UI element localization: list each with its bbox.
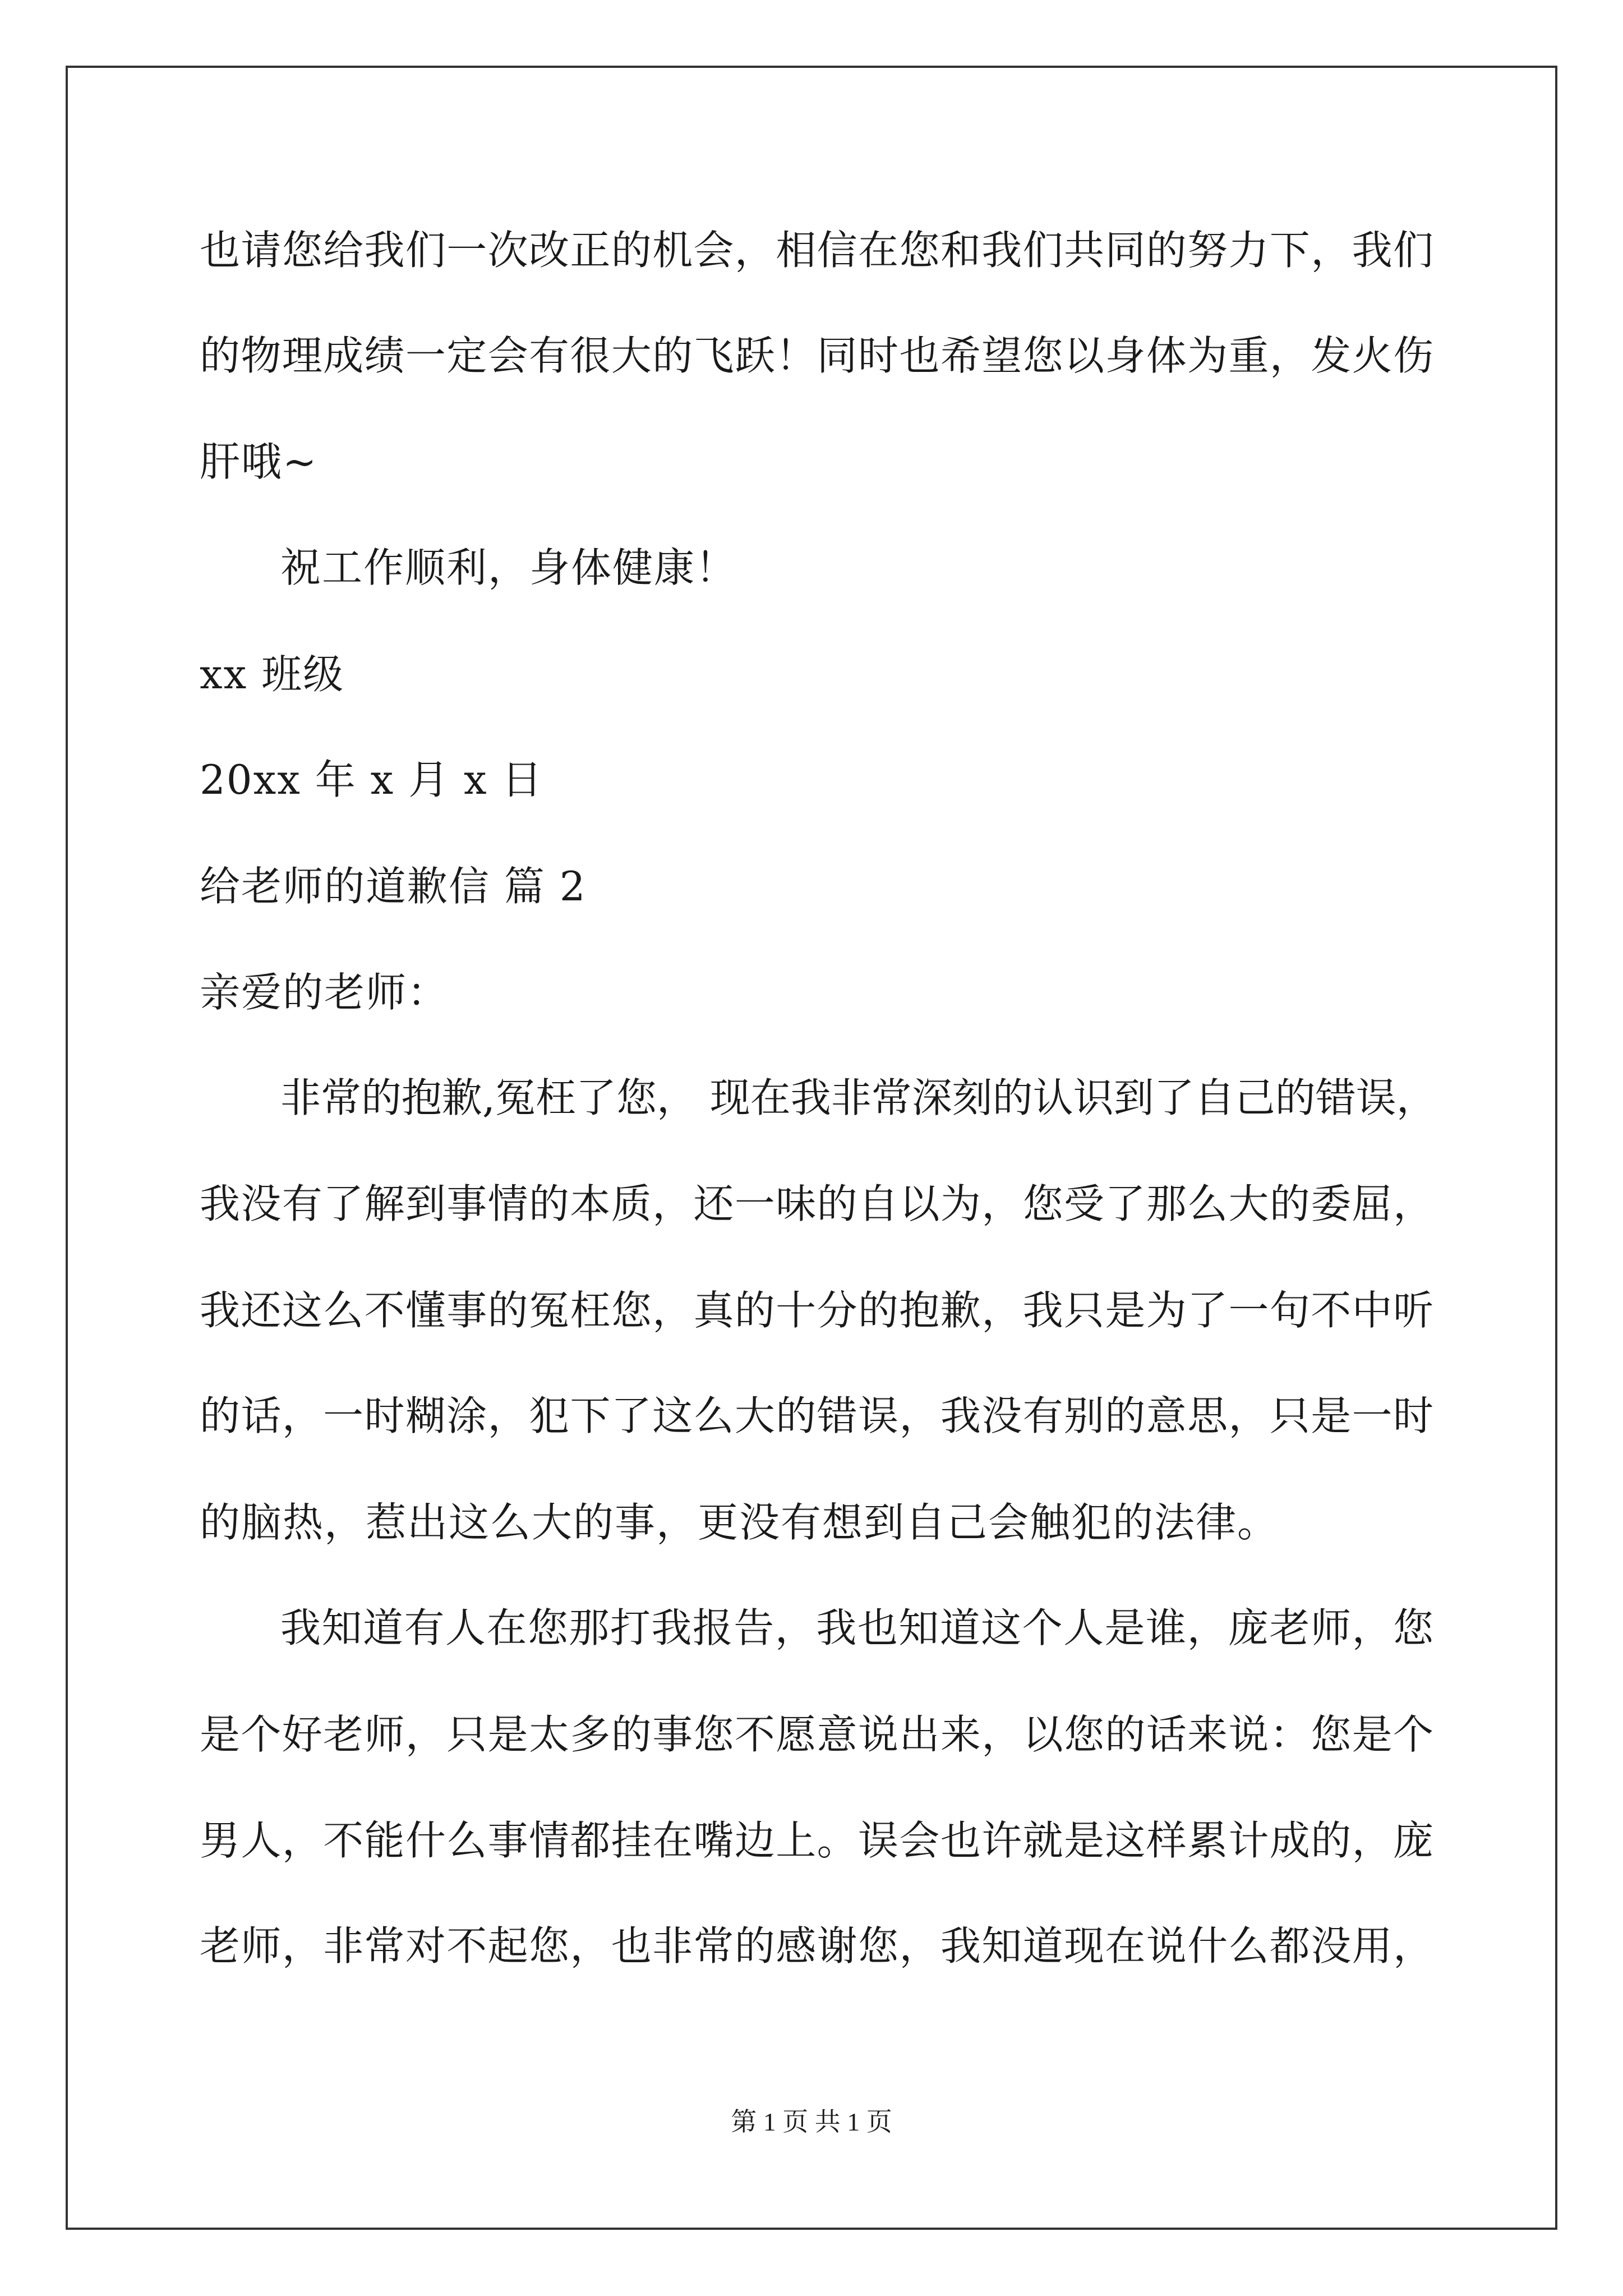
- text-line: 是个好老师，只是太多的事您不愿意说出来，以您的话来说：您是个: [200, 1711, 1433, 1758]
- letter-date: 20xx 年 x 月 x 日: [200, 756, 543, 803]
- salutation: 亲爱的老师：: [200, 969, 449, 1016]
- text-line: 的话，一时糊涂，犯下了这么大的错误，我没有别的意思，只是一时: [200, 1392, 1433, 1439]
- text-line: 我没有了解到事情的本质，还一味的自以为，您受了那么大的委屈，: [200, 1180, 1433, 1227]
- page-footer: 第 1 页 共 1 页: [731, 2108, 892, 2136]
- text-line: 肝哦~: [200, 438, 318, 485]
- text-line: 非常的抱歉,冤枉了您， 现在我非常深刻的认识到了自己的错误，: [280, 1074, 1437, 1121]
- text-line: 我知道有人在您那打我报告，我也知道这个人是谁，庞老师，您: [280, 1604, 1433, 1651]
- text-line: 我还这么不懂事的冤枉您，真的十分的抱歉，我只是为了一句不中听: [200, 1287, 1433, 1334]
- text-line: 的物理成绩一定会有很大的飞跃！同时也希望您以身体为重，发火伤: [200, 332, 1433, 379]
- class-name: xx 班级: [200, 651, 345, 698]
- text-line: 男人，不能什么事情都挂在嘴边上。误会也许就是这样累计成的，庞: [200, 1817, 1433, 1864]
- text-line: 也请您给我们一次改正的机会，相信在您和我们共同的努力下，我们: [200, 227, 1433, 274]
- text-line: 老师，非常对不起您，也非常的感谢您，我知道现在说什么都没用，: [200, 1922, 1433, 1970]
- text-line: 祝工作顺利，身体健康！: [280, 544, 737, 591]
- page-border: [66, 66, 1557, 2230]
- text-line: 的脑热，惹出这么大的事，更没有想到自己会触犯的法律。: [200, 1499, 1279, 1546]
- section-title: 给老师的道歉信 篇 2: [200, 863, 587, 910]
